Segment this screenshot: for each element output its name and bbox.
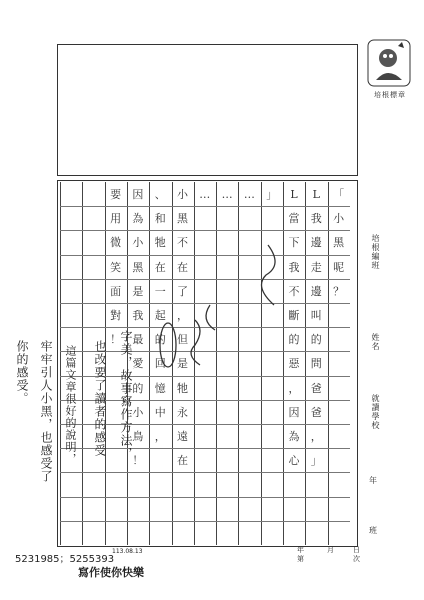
grid-character: 不 <box>288 284 300 298</box>
footer-phone-numbers: 5231985；5255393 <box>15 554 115 565</box>
grid-character: 在 <box>154 260 166 274</box>
grid-character: 心 <box>288 454 300 468</box>
grid-character: 為 <box>132 212 144 226</box>
grid-character: 面 <box>110 284 122 298</box>
red-ink-circles <box>150 300 230 380</box>
month-label: 月 <box>327 546 334 554</box>
grid-character: 斷 <box>288 309 300 322</box>
grid-character: 我 <box>288 260 300 274</box>
stamp-label: 培根標章 <box>374 91 406 99</box>
grid-character: 呢 <box>333 260 345 274</box>
grid-character: 牠 <box>154 236 166 250</box>
grid-character: 在 <box>177 260 188 274</box>
grid-character: 起 <box>154 309 166 322</box>
grid-character: 我 <box>310 212 322 226</box>
grid-character: ， <box>154 430 166 443</box>
year-label: 年 <box>297 546 304 554</box>
grid-character: … <box>221 187 233 201</box>
grid-character: 因 <box>288 405 300 419</box>
grid-character: … <box>199 187 211 201</box>
teacher-comment-3: 這篇文章很好的說明， <box>64 345 77 465</box>
grid-character: 黑 <box>333 236 345 250</box>
grid-character: 黑 <box>177 212 188 226</box>
margin-squiggle <box>258 240 288 310</box>
grid-character: 用 <box>110 212 122 226</box>
grid-character: 和 <box>154 212 166 226</box>
grid-character: 了 <box>177 284 188 298</box>
grid-character: 問 <box>310 357 322 371</box>
grid-character: 是 <box>177 357 188 371</box>
grid-character: 微 <box>110 236 122 250</box>
count-label: 次 <box>353 555 360 563</box>
grid-character: 當 <box>288 212 300 226</box>
grade-label: 年 <box>369 476 377 485</box>
grid-character: ？ <box>333 284 345 298</box>
teacher-comment-1: 字美，故事寫作方法， <box>119 330 133 460</box>
grid-character: 小 <box>333 212 345 226</box>
grid-column <box>261 182 284 545</box>
grid-character: 最 <box>132 333 144 347</box>
grid-character: 我 <box>132 309 144 322</box>
grid-character: 回 <box>154 357 166 371</box>
grid-character: ， <box>310 430 322 443</box>
grid-character: 永 <box>177 405 188 419</box>
footer-slogan: 寫作使你快樂 <box>78 566 144 579</box>
teacher-comment-5: 你的感受。 <box>15 340 29 405</box>
grid-character: L <box>312 187 320 201</box>
grid-character: 邊 <box>310 236 322 250</box>
grid-character: 遠 <box>177 430 188 443</box>
teacher-comment-2: 也改要了讀者的感受 <box>93 340 107 457</box>
grid-character: 邊 <box>310 284 322 298</box>
grid-character: 的 <box>132 381 144 395</box>
grid-character: 下 <box>288 236 300 250</box>
grid-character: 惡 <box>288 357 300 371</box>
page-label: 第 <box>297 555 304 563</box>
grid-character: 因 <box>132 188 144 201</box>
grid-character: 憶 <box>154 381 166 395</box>
grid-character: 爸 <box>310 381 322 395</box>
grid-character: 的 <box>288 333 300 347</box>
grid-character: 」 <box>310 454 322 468</box>
top-comment-box <box>57 44 358 176</box>
grid-character: 不 <box>177 236 188 250</box>
grid-character: 對 <box>110 309 122 322</box>
grid-character: 一 <box>154 284 166 298</box>
teacher-comment-4: 牢牢引人小黑，也感受了 <box>39 340 53 483</box>
grid-column <box>238 182 261 545</box>
day-label: 日 <box>353 546 360 554</box>
school-label: 就讀學校 <box>371 394 380 430</box>
grid-character: 在 <box>177 454 188 468</box>
grid-character: 走 <box>310 260 322 274</box>
grid-character: 、 <box>154 188 166 201</box>
grid-character: 愛 <box>132 357 144 371</box>
grid-character: 笑 <box>110 260 122 274</box>
grid-character: 的 <box>154 333 166 347</box>
grid-character: 叫 <box>310 309 322 322</box>
grid-character: 小 <box>177 188 188 201</box>
grid-character: … <box>243 187 255 201</box>
grid-character: 小 <box>132 405 144 419</box>
grid-character: 的 <box>310 333 322 347</box>
grid-character: 爸 <box>310 405 322 419</box>
grid-character: 黑 <box>132 260 144 274</box>
grid-character: 小 <box>132 236 144 250</box>
grid-character: 是 <box>132 284 144 298</box>
grid-character: 「 <box>333 188 345 201</box>
grid-character: 中 <box>154 405 166 419</box>
grid-character: 牠 <box>177 381 188 395</box>
grid-character: ， <box>288 381 300 395</box>
class-label: 培根編班 <box>371 234 380 270</box>
grid-character: L <box>290 187 298 201</box>
grid-character: 鳥 <box>132 430 144 443</box>
grid-character: ！ <box>110 333 122 347</box>
grid-character: ， <box>177 309 188 322</box>
grid-character: ！ <box>132 454 144 468</box>
grid-character: 」 <box>266 188 278 201</box>
grid-character: 但 <box>177 333 188 347</box>
peigen-stamp-logo <box>366 38 412 88</box>
name-label: 姓名 <box>371 333 380 351</box>
grid-character: 要 <box>110 188 122 201</box>
footer-date: 113.08.13 <box>112 548 143 555</box>
class-no-label: 班 <box>369 526 377 535</box>
grid-character: 為 <box>288 430 300 443</box>
